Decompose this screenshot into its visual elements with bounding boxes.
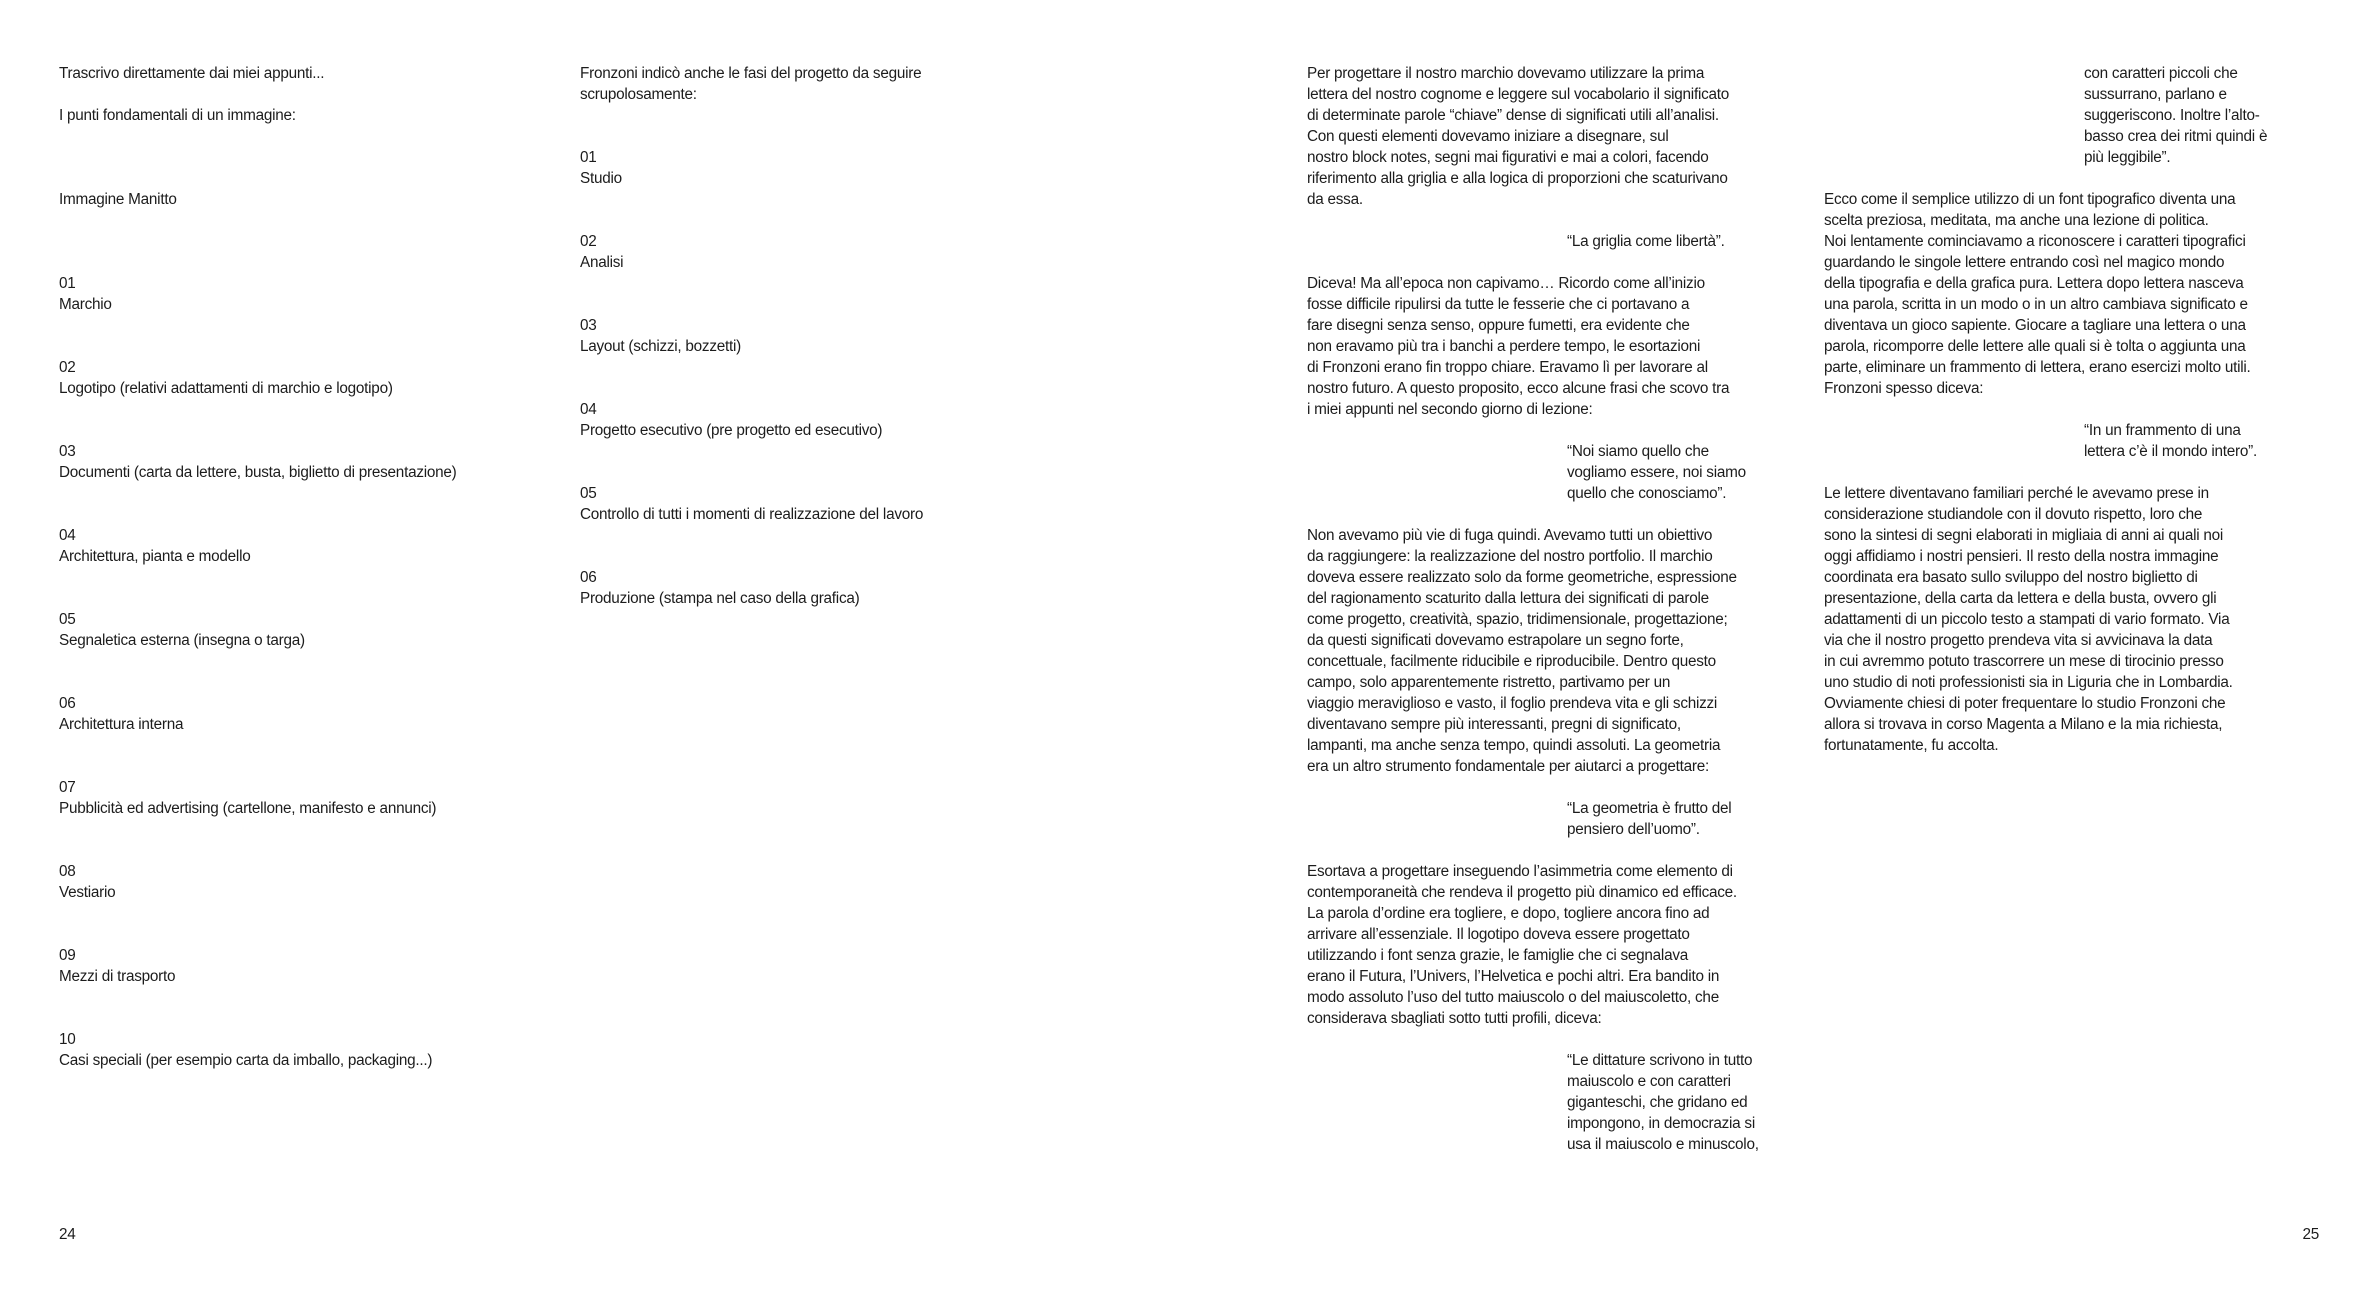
phase-item: [580, 147, 1080, 189]
quote: “Noi siamo quello che vogliamo essere, noi siamo quello che conosciamo”.: [1567, 443, 1746, 502]
list-item: [59, 945, 559, 987]
item-number: 03: [59, 443, 76, 460]
item-number: 01: [59, 275, 76, 292]
phase-label: Progetto esecutivo (pre progetto ed esecutivo): [580, 422, 883, 439]
phase-number: 04: [580, 401, 597, 418]
phase-label: Controllo di tutti i momenti di realizzazione del lavoro: [580, 506, 924, 523]
phase-number: 05: [580, 485, 597, 502]
phase-item: [580, 399, 1080, 441]
list-item: [59, 273, 559, 315]
right-column-text-1: [1307, 63, 1799, 1155]
item-label: Marchio: [59, 296, 112, 313]
paragraph: Per progettare il nostro marchio dovevamo utilizzare la prima lettera del nostro cognome e leggere sul vocabolario il significato di determinate parole “chiave” dense di significati utili all’analisi. Con questi elementi dovevamo iniziare a disegnare, sul nostro block notes, segni mai figurativi e mai a colori, facendo riferimento alla griglia e alla logica di proporzioni che scaturivano da essa.: [1307, 65, 1730, 208]
left-column-list: [59, 63, 559, 1071]
phases-intro: Fronzoni indicò anche le fasi del progetto da seguire scrupolosamente:: [580, 65, 922, 103]
item-label: Mezzi di trasporto: [59, 968, 176, 985]
list-item: [59, 777, 559, 819]
item-number: 02: [59, 359, 76, 376]
phase-item: [580, 231, 1080, 273]
item-number: 05: [59, 611, 76, 628]
list-item: [59, 861, 559, 903]
item-label: Casi speciali (per esempio carta da imballo, packaging...): [59, 1052, 433, 1069]
item-label: Pubblicità ed advertising (cartellone, manifesto e annunci): [59, 800, 437, 817]
paragraph: Ecco come il semplice utilizzo di un font tipografico diventa una scelta preziosa, meditata, ma anche una lezione di politica. Noi lentamente cominciavamo a riconoscere i caratteri tipografici guardando le singole lettere entrando così nel magico mondo della tipografia e della grafica pura. Lettera dopo lettera nasceva una parola, scritta in un modo o in un altro cambiava significato e diventava un gioco sapiente. Giocare a tagliare una lettera o una parola, ricomporre delle lettere alle quali si è tolta o aggiunta una parte, eliminare un frammento di lettera, erano esercizi molto utili. Fronzoni spesso diceva:: [1824, 191, 2251, 397]
item-label: Logotipo (relativi adattamenti di marchio e logotipo): [59, 380, 393, 397]
right-column-text-2: [1824, 63, 2318, 756]
list-item: [59, 693, 559, 735]
phase-number: 02: [580, 233, 597, 250]
list-item: [59, 357, 559, 399]
phase-number: 06: [580, 569, 597, 586]
phase-label: Analisi: [580, 254, 624, 271]
paragraph: Non avevamo più vie di fuga quindi. Avevamo tutti un obiettivo da raggiungere: la realizzazione del nostro portfolio. Il marchio doveva essere realizzato solo da forme geometriche, espressione del ragionamento scaturito dalla lettura dei significati di parole come progetto, creatività, spazio, tridimensionale, progettazione; da questi significati dovevamo estrapolare un segno forte, concettuale, facilmente riducibile e riproducibile. Dentro questo campo, solo apparentemente ristretto, partivamo per un viaggio meraviglioso e vasto, il foglio prendeva vita e gli schizzi diventavano sempre più interessanti, pregni di significato, lampanti, ma anche senza tempo, quindi assoluti. La geometria era un altro strumento fondamentale per aiutarci a progettare:: [1307, 527, 1737, 775]
intro-text: Trascrivo direttamente dai miei appunti...: [59, 65, 325, 82]
quote: “In un frammento di una lettera c’è il mondo intero”.: [2084, 422, 2257, 460]
page-number-right: 25: [2302, 1226, 2319, 1243]
phase-number: 03: [580, 317, 597, 334]
points-heading: I punti fondamentali di un immagine:: [59, 107, 296, 124]
item-number: 06: [59, 695, 76, 712]
phase-number: 01: [580, 149, 597, 166]
phase-item: [580, 567, 1080, 609]
item-label: Documenti (carta da lettere, busta, biglietto di presentazione): [59, 464, 457, 481]
list-item: [59, 441, 559, 483]
list-item: [59, 1029, 559, 1071]
item-number: 08: [59, 863, 76, 880]
list-item: [59, 609, 559, 651]
quote: “La geometria è frutto del pensiero dell’uomo”.: [1567, 800, 1732, 838]
phase-label: Produzione (stampa nel caso della grafica): [580, 590, 860, 607]
phase-item: [580, 483, 1080, 525]
page-number-left: 24: [59, 1226, 76, 1243]
item-label: Segnaletica esterna (insegna o targa): [59, 632, 305, 649]
item-number: 10: [59, 1031, 76, 1048]
item-label: Architettura, pianta e modello: [59, 548, 251, 565]
paragraph: Esortava a progettare inseguendo l’asimmetria come elemento di contemporaneità che rendeva il progetto più dinamico ed efficace. La parola d’ordine era togliere, e dopo, togliere ancora fino ad arrivare all’essenziale. Il logotipo doveva essere progettato utilizzando i font senza grazie, le famiglie che ci segnalava erano il Futura, l’Univers, l’Helvetica e pochi altri. Era bandito in modo assoluto l’uso del tutto maiuscolo o del maiuscoletto, che considerava sbagliati sotto tutti profili, diceva:: [1307, 863, 1737, 1027]
paragraph: Le lettere diventavano familiari perché le avevamo prese in considerazione studiandole con il dovuto rispetto, loro che sono la sintesi di segni elaborati in migliaia di anni ai quali noi oggi affidiamo i nostri pensieri. Il resto della nostra immagine coordinata era basato sullo sviluppo del nostro biglietto di presentazione, della carta da lettera e della busta, ovvero gli adattamenti di un piccolo testo a stampati di vario formato. Via via che il nostro progetto prendeva vita si avvicinava la data in cui avremmo potuto trascorrere un mese di tirocinio presso uno studio di noti professionisti sia in Liguria che in Lombardia. Ovviamente chiesi di poter frequentare lo studio Fronzoni che allora si trovava in corso Magenta a Milano e la mia richiesta, fortunatamente, fu accolta.: [1824, 485, 2233, 754]
quote-continuation: con caratteri piccoli che sussurrano, parlano e suggeriscono. Inoltre l’alto- basso crea dei ritmi quindi è più leggibile”.: [2084, 65, 2268, 166]
item-label: Vestiario: [59, 884, 116, 901]
phase-label: Layout (schizzi, bozzetti): [580, 338, 741, 355]
quote: “Le dittature scrivono in tutto maiuscolo e con caratteri giganteschi, che gridano ed impongono, in democrazia si usa il maiuscolo e minuscolo,: [1567, 1052, 1759, 1153]
item-number: 07: [59, 779, 76, 796]
quote: “La griglia come libertà”.: [1567, 233, 1725, 250]
item-number: 04: [59, 527, 76, 544]
item-label: Architettura interna: [59, 716, 184, 733]
phase-label: Studio: [580, 170, 622, 187]
phase-item: [580, 315, 1080, 357]
left-column-phases: [580, 63, 1080, 609]
item-number: 09: [59, 947, 76, 964]
image-heading: Immagine Manitto: [59, 191, 177, 208]
paragraph: Diceva! Ma all’epoca non capivamo… Ricordo come all’inizio fosse difficile ripulirsi da tutte le fesserie che ci portavano a fare disegni senza senso, oppure fumetti, era evidente che non eravamo più tra i banchi a perdere tempo, le esortazioni di Fronzoni erano fin troppo chiare. Eravamo lì per lavorare al nostro futuro. A questo proposito, ecco alcune frasi che scovo tra i miei appunti nel secondo giorno di lezione:: [1307, 275, 1730, 418]
list-item: [59, 525, 559, 567]
